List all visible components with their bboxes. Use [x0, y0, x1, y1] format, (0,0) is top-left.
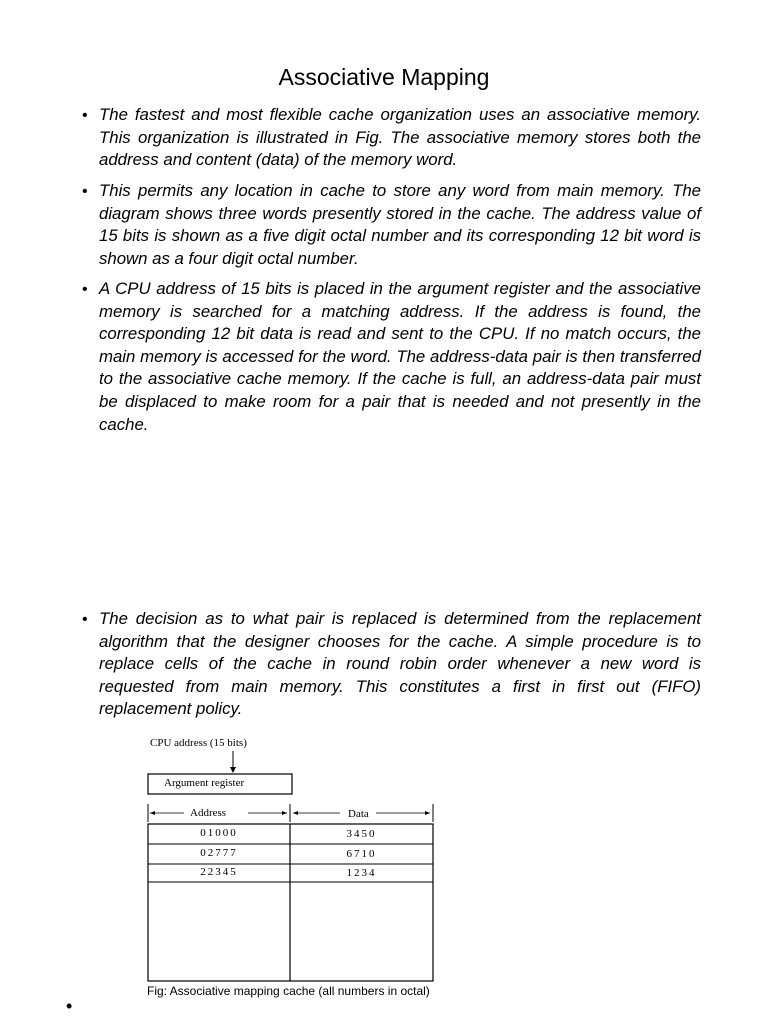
bullet-dot: • — [82, 107, 88, 124]
dim-arrow-icon — [150, 811, 155, 815]
dim-arrow-icon — [282, 811, 287, 815]
input-arrow-head-icon — [230, 767, 236, 773]
bullet-dot: • — [82, 183, 88, 200]
trailing-bullet-dot: • — [66, 996, 73, 1016]
data-column-header: Data — [348, 808, 369, 820]
data-cell: 6710 — [346, 848, 377, 860]
bullet-dot: • — [82, 281, 88, 298]
address-column-header: Address — [190, 807, 227, 819]
dim-arrow-icon — [293, 811, 298, 815]
associative-cache-figure — [146, 734, 446, 1004]
bullet-text: The decision as to what pair is replaced is determined from the replacement algorithm that the designer chooses for the cache. A simple procedure is to replace cells of the cache in round robin order whenever a new word is requested from main memory. This constitutes a first in first out (FIFO) replacement policy. — [99, 609, 701, 719]
dim-arrow-icon — [425, 811, 430, 815]
bullet-text: A CPU address of 15 bits is placed in the argument register and the associative memory is searched for a matching address. If the address is found, the corresponding 12 bit data is read and sent to the CPU. If no match occurs, the main memory is accessed for the word. The address-data pair is then transferred to the associative cache memory. If the cache is full, an address-data pair must be displaced to make room for a pair that is needed and not presently in the cache. — [99, 279, 701, 434]
figure-caption: Fig: Associative mapping cache (all numbers in octal) — [147, 984, 430, 998]
data-cell: 3450 — [346, 828, 377, 840]
bullet-dot: • — [82, 611, 88, 628]
address-cell: 01000 — [200, 827, 238, 839]
bullet-text: The fastest and most flexible cache organization uses an associative memory. This organization is illustrated in Fig. The associative memory stores both the address and content (data) of the memory word. — [99, 105, 701, 170]
data-cell: 1234 — [346, 867, 377, 879]
cpu-address-label: CPU address (15 bits) — [150, 737, 247, 749]
argument-register-label: Argument register — [164, 777, 245, 789]
address-cell: 02777 — [200, 847, 238, 859]
bullet-text: This permits any location in cache to store any word from main memory. The diagram shows three words presently stored in the cache. The address value of 15 bits is shown as a five digit octal number and its corresponding 12 bit word is shown as a four digit octal number. — [99, 181, 701, 268]
page-title: Associative Mapping — [278, 64, 490, 90]
address-cell: 22345 — [200, 866, 238, 878]
